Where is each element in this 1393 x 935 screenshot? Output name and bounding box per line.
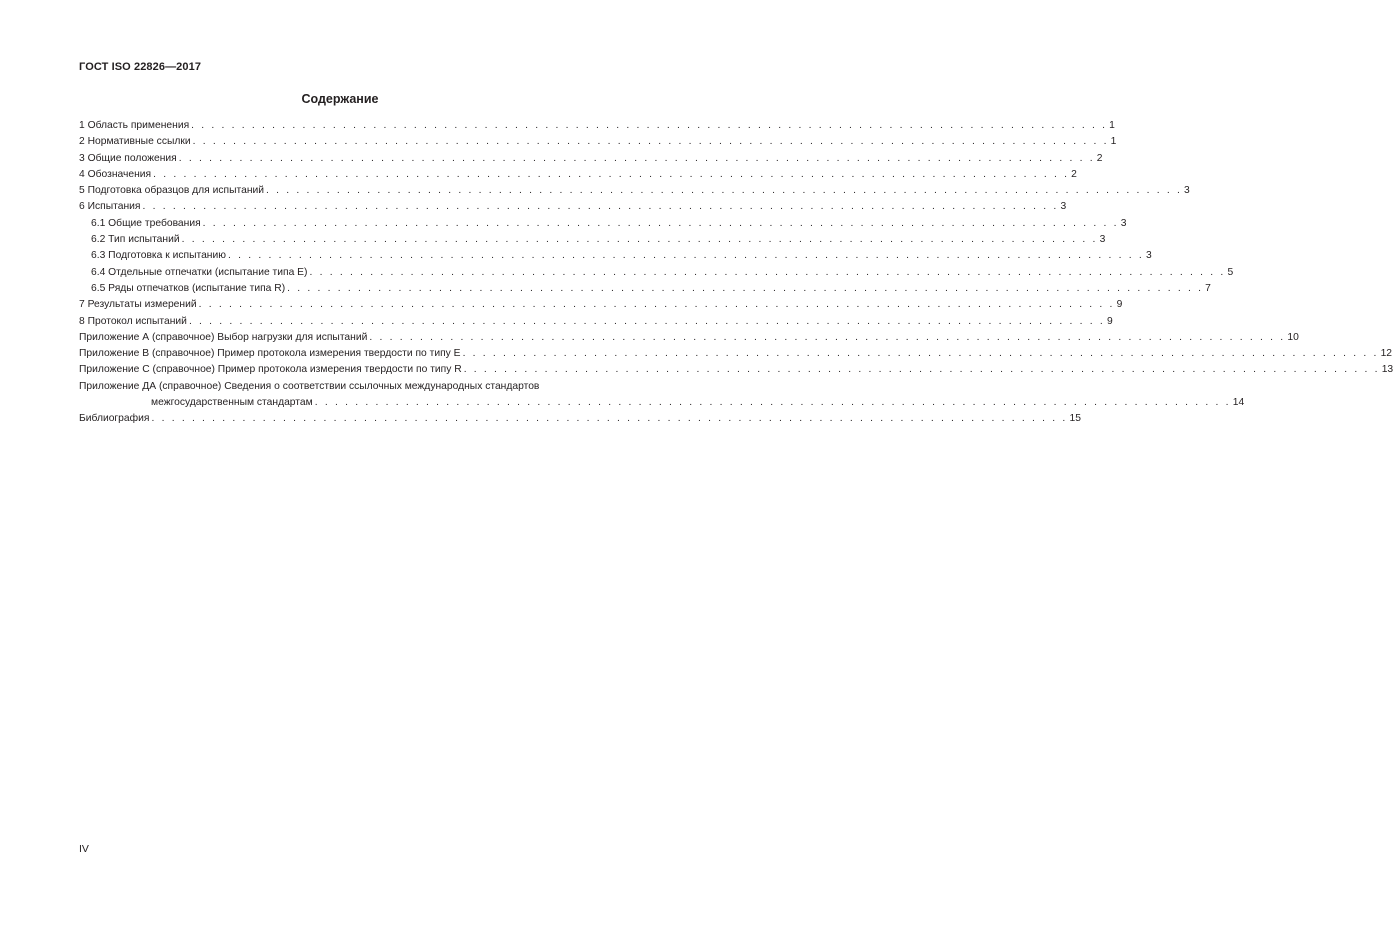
toc-page-number: 5 bbox=[1227, 266, 1234, 278]
toc-entry-text: 6.3 Подготовка к испытанию bbox=[91, 250, 226, 262]
toc-entry-annex-da[interactable] bbox=[79, 379, 1245, 412]
dot-leader: . . . . . . . . . . . . . . . . . . . . . . . . . . . . . . . . . . . . . . . . . . . . . . . . . . . . . . . . . . . . . . . . . . . . . . . . . . . . . . . . . . . . . . . . . . . bbox=[181, 234, 1098, 246]
toc-entry-text: 5 Подготовка образцов для испытаний bbox=[79, 185, 265, 197]
dot-leader: . . . . . . . . . . . . . . . . . . . . . . . . . . . . . . . . . . . . . . . . . . . . . . . . . . . . . . . . . . . . . . . . . . . . . . . . . . . . . . . . . . . . . . . . . . . bbox=[191, 120, 1108, 131]
toc-entry-indentation-rows[interactable] bbox=[79, 281, 1211, 297]
toc-page-number: 1 bbox=[1109, 120, 1115, 131]
dot-leader: . . . . . . . . . . . . . . . . . . . . . . . . . . . . . . . . . . . . . . . . . . . . . . . . . . . . . . . . . . . . . . . . . . . . . . . . . . . . . . . . . . . . . . . . . . . bbox=[202, 217, 1119, 229]
dot-leader: . . . . . . . . . . . . . . . . . . . . . . . . . . . . . . . . . . . . . . . . . . . . . . . . . . . . . . . . . . . . . . . . . . . . . . . . . . . . . . . . . . . . . . . . . . . bbox=[266, 185, 1183, 197]
toc-page-number: 9 bbox=[1106, 315, 1113, 327]
dot-leader: . . . . . . . . . . . . . . . . . . . . . . . . . . . . . . . . . . . . . . . . . . . . . . . . . . . . . . . . . . . . . . . . . . . . . . . . . . . . . . . . . . . . . . . . . . . bbox=[462, 348, 1379, 360]
dot-leader: . . . . . . . . . . . . . . . . . . . . . . . . . . . . . . . . . . . . . . . . . . . . . . . . . . . . . . . . . . . . . . . . . . . . . . . . . . . . . . . . . . . . . . . . . . . bbox=[227, 250, 1144, 262]
toc-page-number: 1 bbox=[1110, 136, 1117, 148]
dot-leader: . . . . . . . . . . . . . . . . . . . . . . . . . . . . . . . . . . . . . . . . . . . . . . . . . . . . . . . . . . . . . . . . . . . . . . . . . . . . . . . . . . . . . . . . . . . bbox=[192, 136, 1109, 148]
toc-page-number: 7 bbox=[1205, 282, 1211, 294]
toc-entry-bibliography[interactable] bbox=[79, 411, 1081, 427]
toc-page-number: 3 bbox=[1060, 201, 1067, 213]
toc-entry-text: 2 Нормативные ссылки bbox=[79, 136, 191, 148]
toc-entry-text: 6.4 Отдельные отпечатки (испытание типа E) bbox=[91, 266, 308, 278]
toc-entry-test-preparation[interactable] bbox=[79, 248, 1152, 264]
dot-leader: . . . . . . . . . . . . . . . . . . . . . . . . . . . . . . . . . . . . . . . . . . . . . . . . . . . . . . . . . . . . . . . . . . . . . . . . . . . . . . . . . . . . . . . . . . . bbox=[198, 299, 1115, 311]
toc-entry-text: 7 Результаты измерений bbox=[79, 299, 197, 311]
dot-leader: . . . . . . . . . . . . . . . . . . . . . . . . . . . . . . . . . . . . . . . . . . . . . . . . . . . . . . . . . . . . . . . . . . . . . . . . . . . . . . . . . . . . . . . . . . . bbox=[369, 331, 1286, 343]
toc-entry-continuation bbox=[79, 395, 1245, 411]
toc-entry-text-continued: межгосударственным стандартам bbox=[151, 397, 313, 409]
toc-entry-annex-c[interactable] bbox=[79, 362, 1393, 378]
toc-page-number: 2 bbox=[1096, 152, 1103, 164]
toc-page-number: 13 bbox=[1381, 364, 1393, 376]
toc-entry-text: 6.1 Общие требования bbox=[91, 217, 201, 229]
dot-leader: . . . . . . . . . . . . . . . . . . . . . . . . . . . . . . . . . . . . . . . . . . . . . . . . . . . . . . . . . . . . . . . . . . . . . . . . . . . . . . . . . . . . . . . . . . . bbox=[287, 282, 1204, 294]
toc-entry-test-report[interactable] bbox=[79, 314, 1113, 330]
toc-entry-text: 1 Область применения bbox=[79, 120, 190, 131]
toc-entry-specimen-preparation[interactable] bbox=[79, 183, 1190, 199]
toc-page-number: 3 bbox=[1145, 250, 1152, 262]
toc-entry-text: Библиография bbox=[79, 413, 150, 425]
toc-page-number: 12 bbox=[1380, 348, 1393, 360]
toc-entry-text: Приложение ДА (справочное) Сведения о соответствии ссылочных международных стандартов bbox=[79, 380, 540, 392]
toc-entry-text: 4 Обозначения bbox=[79, 168, 152, 180]
toc-entry-annex-b[interactable] bbox=[79, 346, 1393, 362]
page-number-footer: IV bbox=[79, 843, 89, 855]
dot-leader: . . . . . . . . . . . . . . . . . . . . . . . . . . . . . . . . . . . . . . . . . . . . . . . . . . . . . . . . . . . . . . . . . . . . . . . . . . . . . . . . . . . . . . . . . . . bbox=[178, 152, 1095, 164]
toc-entry-scope[interactable] bbox=[79, 118, 1115, 134]
toc-entry-text: Приложение А (справочное) Выбор нагрузки для испытаний bbox=[79, 331, 368, 343]
toc-entry-annex-a[interactable] bbox=[79, 330, 1299, 346]
toc-entry-text: 6.2 Тип испытаний bbox=[91, 234, 180, 246]
toc-entry-testing[interactable] bbox=[79, 199, 1067, 215]
toc-entry-text: 3 Общие положения bbox=[79, 152, 177, 164]
dot-leader: . . . . . . . . . . . . . . . . . . . . . . . . . . . . . . . . . . . . . . . . . . . . . . . . . . . . . . . . . . . . . . . . . . . . . . . . . . . . . . . . . . . . . . . . . . . bbox=[314, 397, 1231, 409]
toc-entry-text: 6.5 Ряды отпечатков (испытание типа R) bbox=[91, 282, 286, 294]
dot-leader: . . . . . . . . . . . . . . . . . . . . . . . . . . . . . . . . . . . . . . . . . . . . . . . . . . . . . . . . . . . . . . . . . . . . . . . . . . . . . . . . . . . . . . . . . . . bbox=[463, 364, 1380, 376]
toc-entry-test-type[interactable] bbox=[79, 232, 1106, 248]
toc-page-number: 3 bbox=[1120, 217, 1127, 229]
table-of-contents bbox=[79, 118, 1393, 428]
toc-page-number: 14 bbox=[1232, 397, 1245, 409]
document-standard-header: ГОСТ ISO 22826—2017 bbox=[79, 61, 202, 73]
dot-leader: . . . . . . . . . . . . . . . . . . . . . . . . . . . . . . . . . . . . . . . . . . . . . . . . . . . . . . . . . . . . . . . . . . . . . . . . . . . . . . . . . . . . . . . . . . . bbox=[142, 201, 1059, 213]
toc-entry-single-indentations[interactable] bbox=[79, 265, 1234, 281]
dot-leader: . . . . . . . . . . . . . . . . . . . . . . . . . . . . . . . . . . . . . . . . . . . . . . . . . . . . . . . . . . . . . . . . . . . . . . . . . . . . . . . . . . . . . . . . . . . bbox=[151, 413, 1068, 425]
toc-entry-measurement-results[interactable] bbox=[79, 297, 1123, 313]
toc-entry-text: Приложение В (справочное) Пример протокола измерения твердости по типу E bbox=[79, 348, 461, 360]
toc-page-number: 9 bbox=[1116, 299, 1123, 311]
dot-leader: . . . . . . . . . . . . . . . . . . . . . . . . . . . . . . . . . . . . . . . . . . . . . . . . . . . . . . . . . . . . . . . . . . . . . . . . . . . . . . . . . . . . . . . . . . . bbox=[309, 266, 1226, 278]
toc-page-number: 3 bbox=[1099, 234, 1106, 246]
toc-page-number: 3 bbox=[1184, 185, 1190, 197]
toc-entry-normative-references[interactable] bbox=[79, 134, 1117, 150]
toc-entry-symbols[interactable] bbox=[79, 167, 1077, 183]
toc-entry-text: Приложение С (справочное) Пример протокола измерения твердости по типу R bbox=[79, 364, 462, 376]
toc-entry-text: 8 Протокол испытаний bbox=[79, 315, 187, 327]
toc-title: Содержание bbox=[301, 92, 379, 106]
toc-entry-text: 6 Испытания bbox=[79, 201, 141, 213]
toc-entry-general[interactable] bbox=[79, 151, 1103, 167]
toc-entry-general-requirements[interactable] bbox=[79, 216, 1127, 232]
dot-leader: . . . . . . . . . . . . . . . . . . . . . . . . . . . . . . . . . . . . . . . . . . . . . . . . . . . . . . . . . . . . . . . . . . . . . . . . . . . . . . . . . . . . . . . . . . . bbox=[188, 315, 1105, 327]
toc-page-number: 15 bbox=[1069, 413, 1081, 425]
dot-leader: . . . . . . . . . . . . . . . . . . . . . . . . . . . . . . . . . . . . . . . . . . . . . . . . . . . . . . . . . . . . . . . . . . . . . . . . . . . . . . . . . . . . . . . . . . . bbox=[153, 168, 1070, 180]
toc-page-number: 10 bbox=[1287, 331, 1299, 343]
toc-page-number: 2 bbox=[1071, 168, 1077, 180]
